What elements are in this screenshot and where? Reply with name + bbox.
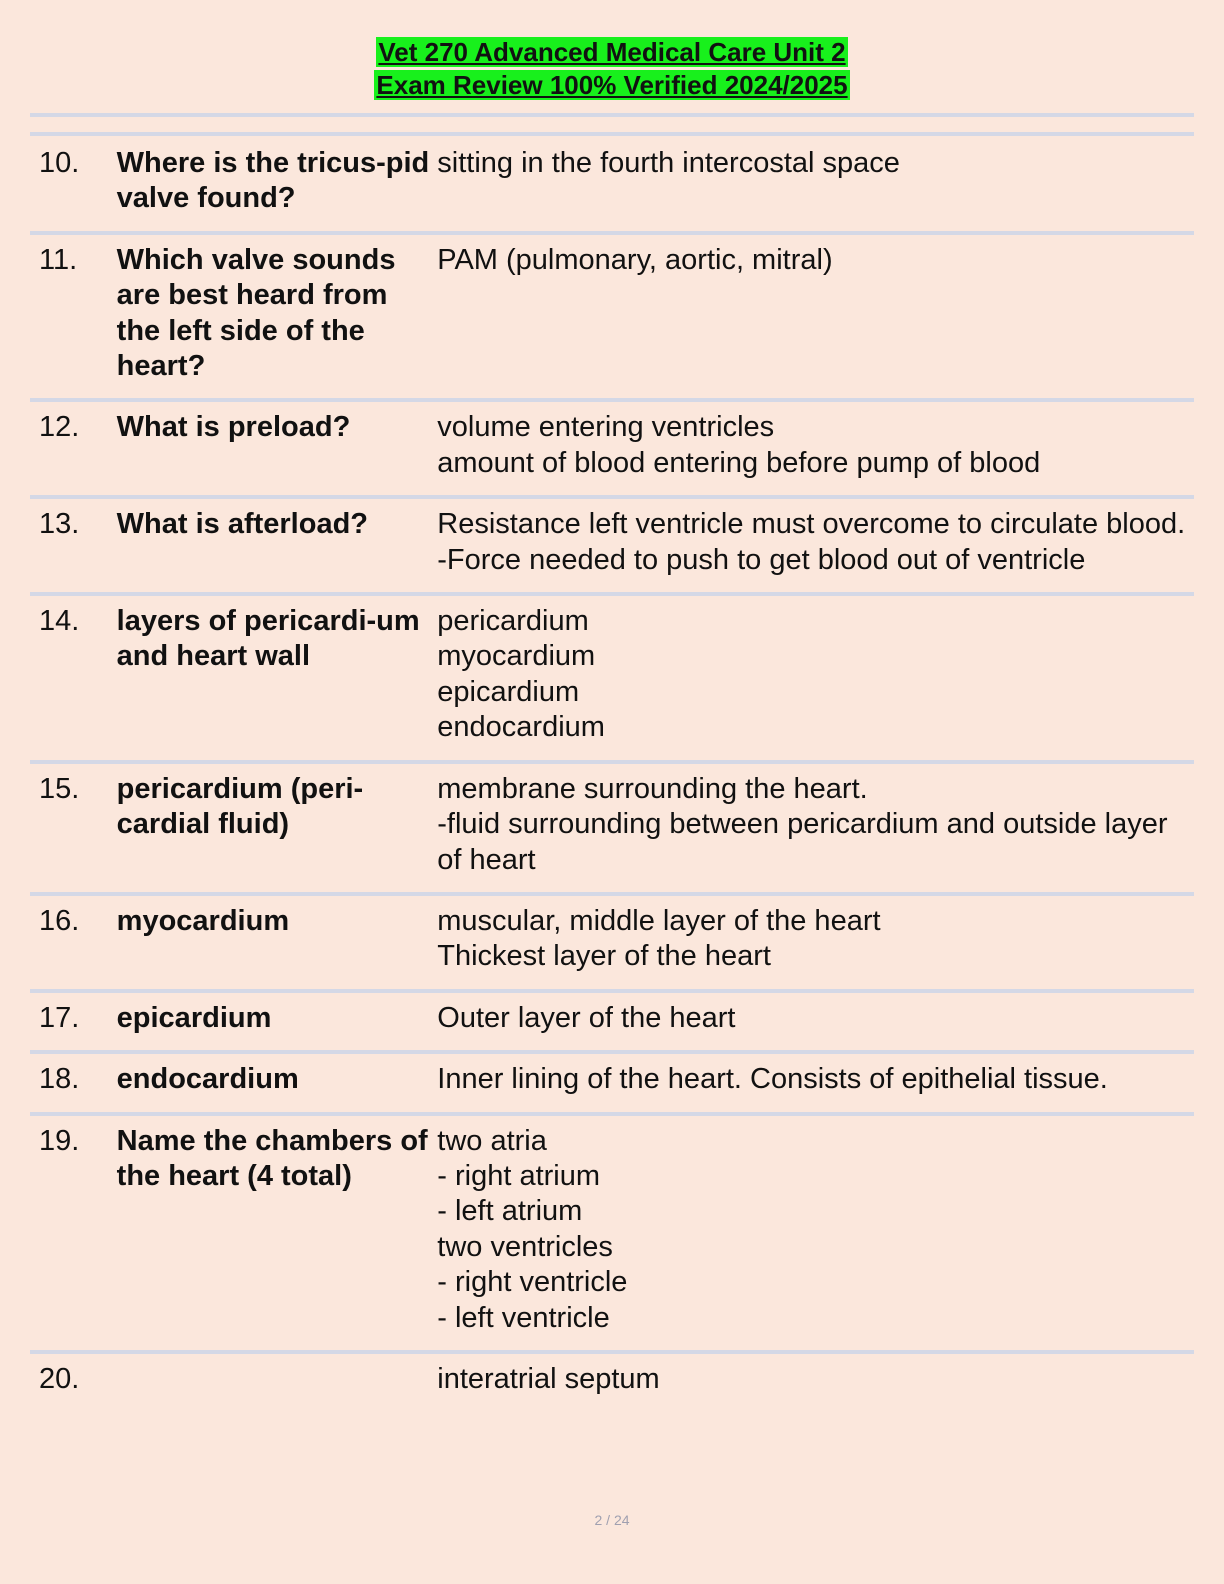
definition-line: two ventricles bbox=[437, 1230, 613, 1263]
definition-line: endocardium bbox=[437, 711, 605, 744]
card-number: 10. bbox=[39, 147, 80, 179]
flashcard-row bbox=[30, 235, 1194, 403]
card-definition bbox=[437, 772, 1194, 878]
card-term: Which valve sounds are best heard from the left side of the heart? bbox=[116, 243, 396, 383]
definition-line: volume entering ventricles bbox=[437, 411, 775, 444]
card-term: pericardium (peri-cardial fluid) bbox=[116, 772, 364, 841]
card-term bbox=[117, 1362, 438, 1397]
definition-line: two atria bbox=[437, 1124, 547, 1157]
card-number: 16. bbox=[39, 904, 80, 937]
flashcard-row bbox=[30, 402, 1194, 499]
card-number: 20. bbox=[39, 1362, 80, 1395]
definition-line: pericardium bbox=[437, 605, 589, 638]
divider bbox=[30, 113, 1194, 117]
definition-line: Outer layer of the heart bbox=[437, 1001, 736, 1034]
definition-line: Resistance left ventricle must overcome to circulate blood. bbox=[437, 508, 1186, 541]
card-definition bbox=[437, 507, 1194, 578]
divider bbox=[30, 132, 1194, 136]
definition-line: Inner lining of the heart. Consists of epithelial tissue. bbox=[437, 1063, 1108, 1096]
card-definition bbox=[437, 146, 1194, 217]
definition-line: amount of blood entering before pump of blood bbox=[437, 446, 1041, 479]
definition-line: PAM (pulmonary, aortic, mitral) bbox=[437, 243, 833, 276]
card-definition bbox=[437, 1001, 1194, 1036]
definition-line: - right atrium bbox=[437, 1159, 601, 1192]
document-title bbox=[0, 36, 1224, 102]
card-number: 15. bbox=[39, 772, 80, 805]
definition-line: epicardium bbox=[437, 675, 580, 708]
card-definition bbox=[437, 410, 1194, 481]
definition-line: -Force needed to push to get blood out of ventricle bbox=[437, 543, 1086, 576]
card-term: Where is the tricus-pid valve found? bbox=[116, 147, 430, 215]
card-number: 17. bbox=[39, 1001, 80, 1034]
definition-line: - left atrium bbox=[437, 1195, 583, 1228]
page-number: 2 / 24 bbox=[594, 1512, 630, 1528]
card-number: 11. bbox=[39, 243, 78, 276]
flashcard-row bbox=[30, 896, 1194, 993]
definition-line: myocardium bbox=[437, 640, 596, 673]
card-term: What is preload? bbox=[116, 411, 351, 444]
definition-line: Thickest layer of the heart bbox=[437, 940, 771, 973]
flashcard-row bbox=[30, 1354, 1194, 1411]
definition-line: membrane surrounding the heart. bbox=[437, 772, 868, 805]
card-number: 19. bbox=[39, 1124, 80, 1157]
card-number: 14. bbox=[39, 605, 80, 638]
card-definition bbox=[437, 1062, 1194, 1097]
definition-line: - left ventricle bbox=[437, 1301, 610, 1334]
definition-line: -fluid surrounding between pericardium and outside layer of heart bbox=[437, 808, 1168, 876]
card-definition bbox=[437, 1362, 1194, 1397]
card-term: myocardium bbox=[116, 904, 290, 937]
card-definition bbox=[437, 1124, 1194, 1336]
flashcard-row bbox=[30, 499, 1194, 596]
card-term: endocardium bbox=[116, 1063, 299, 1096]
flashcard-row bbox=[30, 1054, 1194, 1115]
flashcard-row bbox=[30, 596, 1194, 764]
card-definition bbox=[437, 604, 1194, 746]
definition-line: muscular, middle layer of the heart bbox=[437, 904, 881, 937]
card-definition bbox=[437, 904, 1194, 975]
card-definition bbox=[437, 243, 1194, 385]
card-number: 13. bbox=[39, 508, 80, 541]
card-term: epicardium bbox=[116, 1001, 272, 1034]
title-line-1: Vet 270 Advanced Medical Care Unit 2 bbox=[378, 37, 846, 67]
title-line-2: Exam Review 100% Verified 2024/2025 bbox=[376, 70, 848, 100]
card-number: 18. bbox=[39, 1063, 80, 1096]
definition-line: interatrial septum bbox=[437, 1362, 660, 1395]
card-number: 12. bbox=[39, 411, 80, 444]
flashcard-row bbox=[30, 993, 1194, 1054]
definition-line: - right ventricle bbox=[437, 1266, 628, 1299]
flashcard-row bbox=[30, 138, 1194, 235]
flashcard-row bbox=[30, 1116, 1194, 1354]
definition-line: sitting in the fourth intercostal space bbox=[437, 147, 900, 179]
flashcard-row bbox=[30, 764, 1194, 896]
card-term: Name the chambers of the heart (4 total) bbox=[116, 1124, 428, 1192]
flashcard-list bbox=[30, 138, 1194, 1411]
card-term: layers of pericardi-um and heart wall bbox=[116, 605, 420, 673]
card-term: What is afterload? bbox=[116, 508, 369, 541]
